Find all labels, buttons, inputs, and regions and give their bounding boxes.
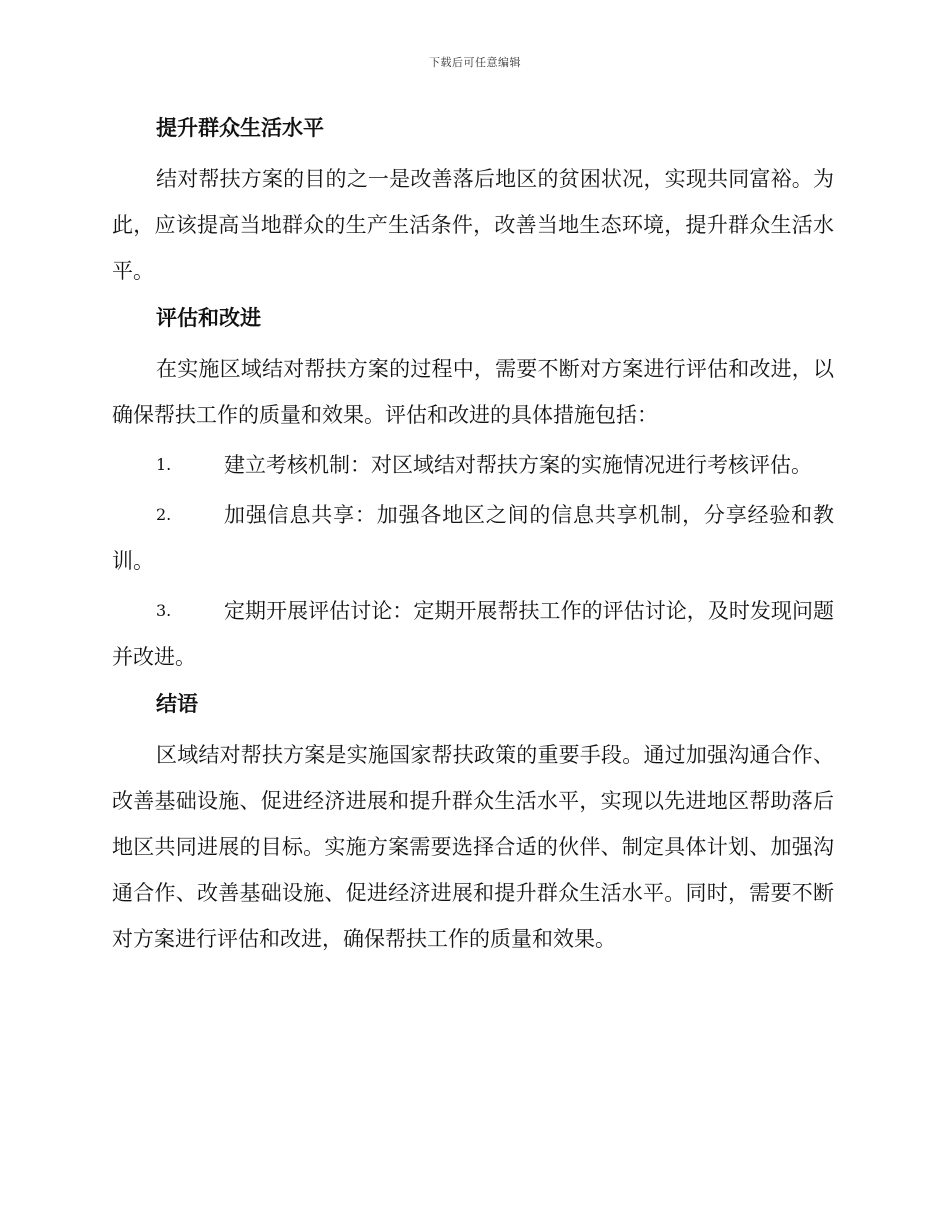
paragraph-evaluation: 在实施区域结对帮扶方案的过程中，需要不断对方案进行评估和改进，以确保帮扶工作的质量和效果。评估和改进的具体措施包括： xyxy=(112,357,834,427)
section-heading-evaluation: 评估和改进 xyxy=(156,306,261,330)
header-note: 下载后可任意编辑 xyxy=(429,56,521,69)
list-item xyxy=(112,588,834,680)
paragraph-living-standard: 结对帮扶方案的目的之一是改善落后地区的贫困状况，实现共同富裕。为此，应该提高当地群众的生产生活条件，改善当地生态环境，提升群众生活水平。 xyxy=(112,167,834,283)
list-item-text: 加强信息共享：加强各地区之间的信息共享机制，分享经验和教训。 xyxy=(112,503,834,573)
section-heading-conclusion: 结语 xyxy=(156,692,198,716)
section-heading-living-standard: 提升群众生活水平 xyxy=(156,116,324,140)
list-item xyxy=(112,442,834,488)
list-item-number: 1. xyxy=(156,455,172,474)
document-body xyxy=(112,108,834,966)
paragraph-conclusion: 区域结对帮扶方案是实施国家帮扶政策的重要手段。通过加强沟通合作、改善基础设施、促进经济进展和提升群众生活水平，实现以先进地区帮助落后地区共同进展的目标。实施方案需要选择合适的伙伴、制定具体计划、加强沟通合作、改善基础设施、促进经济进展和提升群众生活水平。同时，需要不断对方案进行评估和改进，确保帮扶工作的质量和效果。 xyxy=(112,743,834,951)
list-item xyxy=(112,492,834,584)
list-item-number: 3. xyxy=(156,601,172,620)
list-item-text: 建立考核机制：对区域结对帮扶方案的实施情况进行考核评估。 xyxy=(224,453,812,477)
list-item-number: 2. xyxy=(156,505,172,524)
list-item-text: 定期开展评估讨论：定期开展帮扶工作的评估讨论，及时发现问题并改进。 xyxy=(112,599,834,669)
